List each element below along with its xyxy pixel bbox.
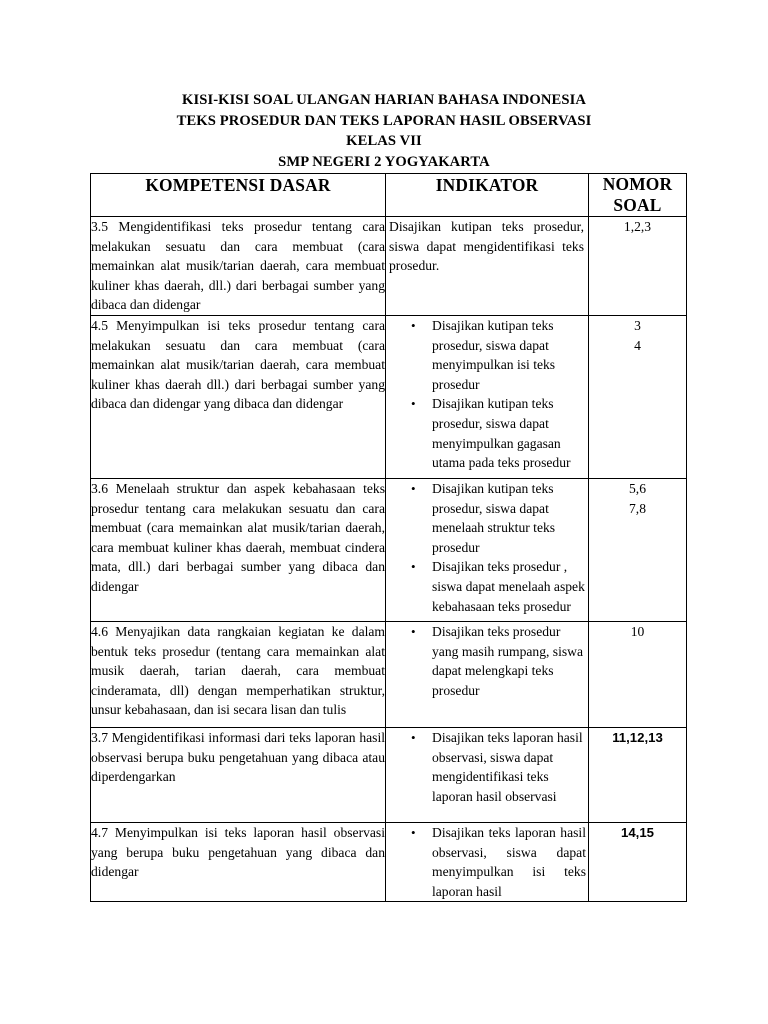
cell-kompetensi-dasar: 3.5 Mengidentifikasi teks prosedur tentang cara melakukan sesuatu dan cara membuat (cara memainkan alat musik/tarian daerah, cara membuat kuliner khas daerah, dll.) dari berbagai sumber yang dibaca dan didengar (91, 217, 386, 316)
cell-nomor-soal (589, 478, 687, 621)
bullet-icon: • (411, 623, 416, 639)
cell-kompetensi-dasar: 4.5 Menyimpulkan isi teks prosedur tentang cara melakukan sesuatu dan cara membuat (cara memainkan alat musik/tarian daerah, cara membuat kuliner khas daerah dll.) dari berbagai sumber yang dibaca dan didengar yang dibaca dan didengar (91, 315, 386, 478)
nomor-value: 4 (634, 337, 641, 353)
cell-indikator (386, 315, 589, 478)
nomor-value: 7,8 (629, 500, 646, 516)
table-row (91, 621, 687, 727)
title-line-2: TEKS PROSEDUR DAN TEKS LAPORAN HASIL OBSERVASI (176, 112, 592, 129)
document-title (0, 90, 768, 172)
indicator-text: Disajikan kutipan teks prosedur, siswa dapat mengidentifikasi teks prosedur. (389, 219, 584, 274)
header-nomor-line1: NOMOR (602, 174, 673, 194)
nomor-value: 14,15 (620, 824, 654, 840)
table-row (91, 478, 687, 621)
indicator-list (386, 622, 588, 700)
indicator-list (386, 728, 588, 806)
table-row (91, 217, 687, 316)
indicator-text: Disajikan teks laporan hasil observasi, siswa dapat menyimpulkan isi teks laporan hasil (432, 824, 586, 899)
list-item (411, 823, 588, 901)
title-line-1: KISI-KISI SOAL ULANGAN HARIAN BAHASA INDONESIA (182, 92, 586, 108)
cell-nomor-soal (589, 621, 687, 727)
cell-nomor-soal (589, 822, 687, 901)
list-item (411, 622, 588, 700)
header-indikator: INDIKATOR (386, 174, 589, 217)
indicator-text: Disajikan teks prosedur yang masih rumpang, siswa dapat melengkapi teks prosedur (432, 623, 584, 698)
indicator-text: Disajikan kutipan teks prosedur, siswa dapat menelaah struktur teks prosedur (432, 480, 556, 555)
title-line-3: KELAS VII (346, 133, 422, 150)
indicator-list (386, 316, 588, 473)
nomor-value: 3 (634, 317, 641, 333)
indicator-text: Disajikan teks laporan hasil observasi, siswa dapat mengidentifikasi teks laporan hasil observasi (432, 729, 583, 804)
cell-nomor-soal (589, 315, 687, 478)
cell-indikator (386, 478, 589, 621)
cell-indikator (386, 727, 589, 822)
nomor-value: 11,12,13 (612, 729, 663, 745)
indicator-list (386, 479, 588, 616)
cell-indikator (386, 621, 589, 727)
cell-kompetensi-dasar: 3.6 Menelaah struktur dan aspek kebahasaan teks prosedur tentang cara melakukan sesuatu dan cara membuat (cara memainkan alat musik/tarian daerah, cara membuat kuliner khas daerah, membuat cindera mata, dll.) dari berbagai sumber yang dibaca dan didengar (91, 478, 386, 621)
header-nomor-soal (589, 174, 687, 217)
title-line-4: SMP NEGERI 2 YOGYAKARTA (278, 153, 490, 170)
indicator-clip (386, 823, 588, 901)
bullet-icon: • (411, 729, 416, 745)
table-row (91, 315, 687, 478)
bullet-icon: • (411, 480, 416, 496)
bullet-icon: • (411, 824, 416, 840)
indicator-text: Disajikan kutipan teks prosedur, siswa dapat menyimpulkan gagasan utama pada teks prosedur (432, 396, 571, 471)
indicator-text: Disajikan teks prosedur , siswa dapat menelaah aspek kebahasaan teks prosedur (432, 559, 585, 614)
nomor-value: 10 (630, 623, 645, 639)
table-row (91, 727, 687, 822)
table-row (91, 822, 687, 901)
cell-indikator (386, 217, 589, 316)
cell-kompetensi-dasar: 4.6 Menyajikan data rangkaian kegiatan ke dalam bentuk teks prosedur (tentang cara memainkan alat musik daerah, tarian daerah, cara membuat cinderamata, dll) dengan memperhatikan struktur, unsur kebahasaan, dan isi secara lisan dan tulis (91, 621, 386, 727)
list-item (411, 316, 588, 394)
list-item (411, 557, 588, 616)
header-nomor-line2: SOAL (613, 195, 662, 215)
list-item (411, 728, 588, 806)
cell-nomor-soal (589, 727, 687, 822)
kisi-kisi-table (90, 173, 687, 902)
cell-indikator (386, 822, 589, 901)
cell-nomor-soal (589, 217, 687, 316)
bullet-icon: • (411, 396, 416, 412)
bullet-icon: • (411, 559, 416, 575)
cell-kompetensi-dasar: 3.7 Mengidentifikasi informasi dari teks laporan hasil observasi berupa buku pengetahuan yang dibaca atau diperdengarkan (91, 727, 386, 822)
nomor-value: 5,6 (629, 480, 646, 496)
table-header-row (91, 174, 687, 217)
bullet-icon: • (411, 317, 416, 333)
cell-kompetensi-dasar: 4.7 Menyimpulkan isi teks laporan hasil observasi yang berupa buku pengetahuan yang dibaca dan didengar (91, 822, 386, 901)
indicator-list (386, 823, 588, 901)
nomor-value: 1,2,3 (623, 219, 652, 234)
indicator-text: Disajikan kutipan teks prosedur, siswa dapat menyimpulkan isi teks prosedur (432, 317, 556, 392)
header-kompetensi-dasar: KOMPETENSI DASAR (91, 174, 386, 217)
list-item (411, 394, 588, 472)
list-item (411, 479, 588, 557)
